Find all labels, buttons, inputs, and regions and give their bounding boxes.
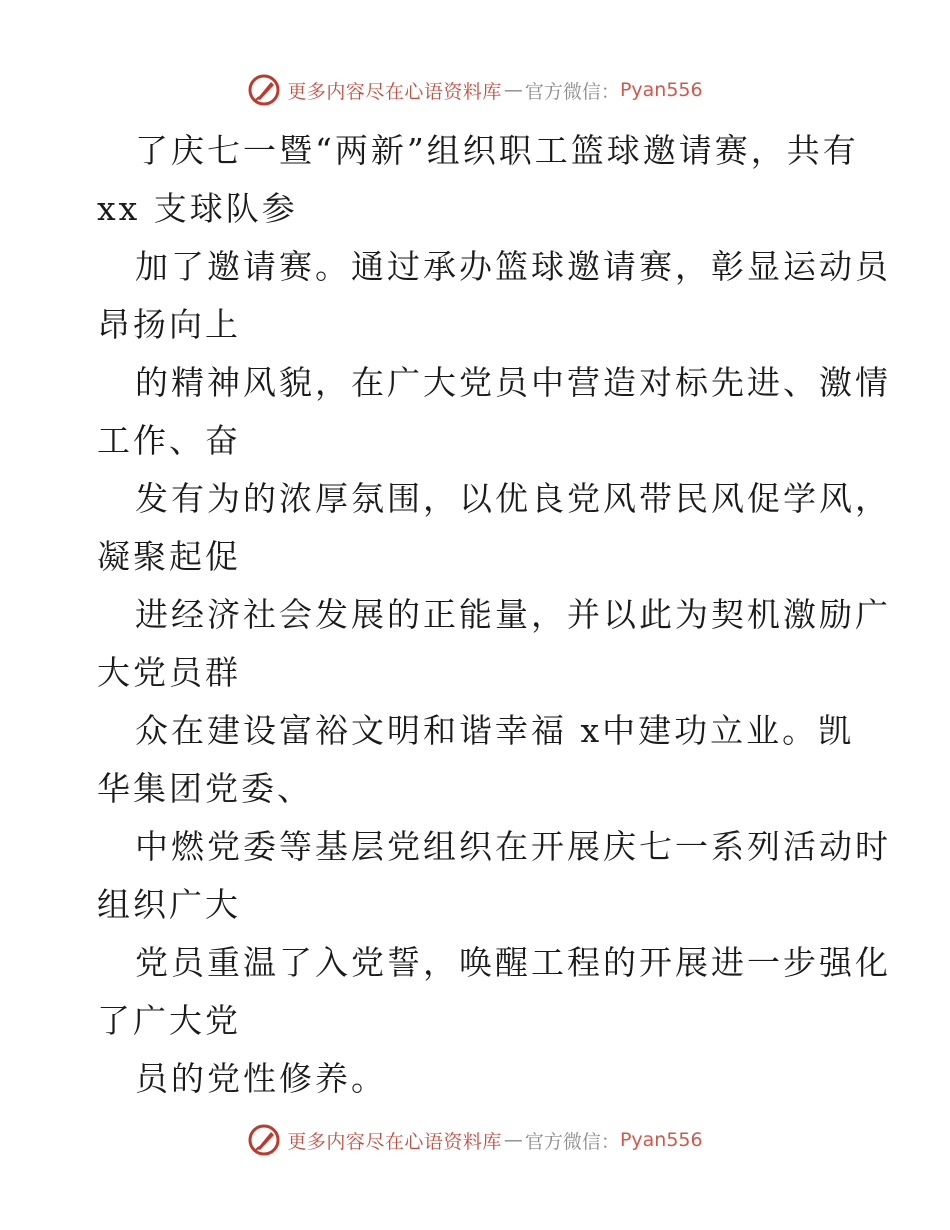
quill-pen-logo-icon bbox=[247, 73, 281, 107]
body-line: 的精神风貌，在广大党员中营造对标先进、激情 bbox=[135, 363, 891, 402]
watermark-text: 更多内容尽在心语资料库 bbox=[287, 80, 502, 103]
body-line: 凝聚起促 bbox=[97, 537, 241, 576]
watermark-account: Pyan556 bbox=[619, 1129, 703, 1151]
watermark-account: Pyan556 bbox=[619, 79, 703, 101]
body-line: 华集团党委、 bbox=[97, 769, 313, 808]
watermark-suffix: 官方微信： bbox=[524, 1130, 620, 1153]
body-line: 昂扬向上 bbox=[97, 305, 241, 344]
body-line: 中燃党委等基层党组织在开展庆七一系列活动时 bbox=[135, 827, 891, 866]
body-line: 了庆七一暨“两新”组织职工篮球邀请赛，共有 bbox=[135, 131, 859, 170]
watermark-suffix: 官方微信： bbox=[524, 80, 620, 103]
body-line: xx 支球队参 bbox=[97, 189, 298, 228]
body-line: 发有为的浓厚氛围，以优良党风带民风促学风， bbox=[135, 479, 891, 518]
body-line: 组织广大 bbox=[97, 885, 241, 924]
watermark-separator: — bbox=[503, 1129, 523, 1151]
body-line: 众在建设富裕文明和谐幸福 x中建功立业。凯 bbox=[135, 711, 855, 750]
body-line: 员的党性修养。 bbox=[135, 1059, 387, 1098]
body-line: 了广大党 bbox=[97, 1001, 241, 1040]
quill-pen-logo-icon bbox=[247, 1123, 281, 1157]
body-line: 大党员群 bbox=[97, 653, 241, 692]
body-line: 党员重温了入党誓，唤醒工程的开展进一步强化 bbox=[135, 943, 891, 982]
body-line: 进经济社会发展的正能量，并以此为契机激励广 bbox=[135, 595, 891, 634]
document-body bbox=[97, 122, 891, 1108]
body-line: 加了邀请赛。通过承办篮球邀请赛，彰显运动员 bbox=[135, 247, 891, 286]
watermark-text: 更多内容尽在心语资料库 bbox=[287, 1130, 502, 1153]
header-watermark bbox=[0, 70, 950, 110]
watermark-separator: — bbox=[503, 79, 523, 101]
footer-watermark bbox=[0, 1120, 950, 1160]
body-line: 工作、奋 bbox=[97, 421, 241, 460]
